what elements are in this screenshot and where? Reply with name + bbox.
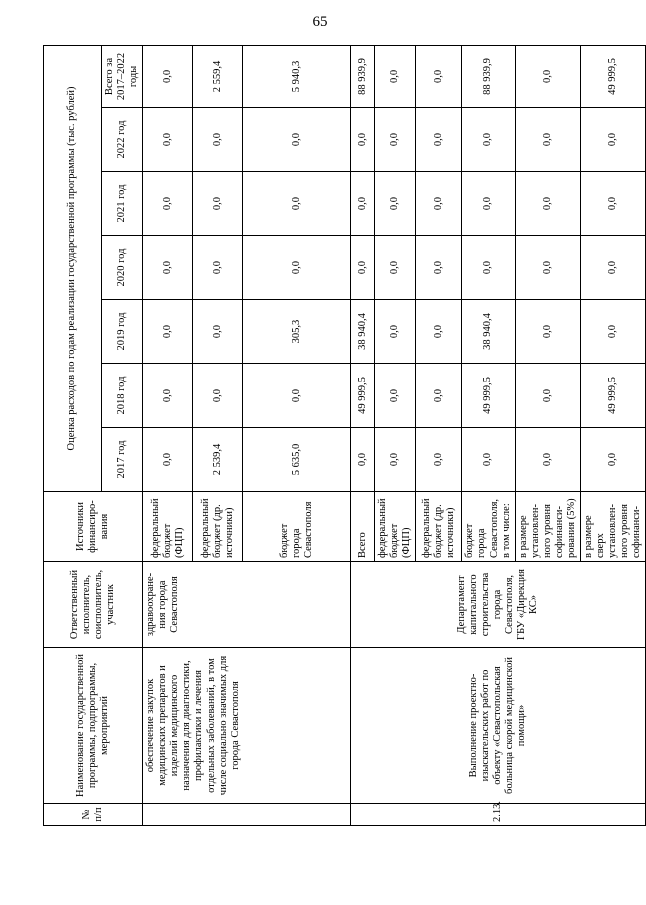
activity-name: Выполнение проектно-изыскательских работ по объекту «Севастопольская больница скорой медицинской помощи» — [351, 648, 646, 804]
source: федеральный бюджет (ФЦП) — [143, 492, 193, 562]
value-cell: 0,0 — [243, 172, 351, 236]
value-cell: 0,0 — [243, 236, 351, 300]
value-cell-total: 5 940,3 — [243, 45, 351, 107]
value-cell: 0,0 — [515, 364, 580, 428]
value-cell: 2 539,4 — [193, 428, 243, 492]
activity-name: обеспечение закупок медицинских препаратов и изделий медицинского назначения для диагностики, профилактики и лечения отдельных заболеваний, в том числе социально значимых для города Севастополя — [143, 648, 351, 804]
source: в размере установлен-ного уровня софинанси-рования (5%) — [515, 492, 580, 562]
value-cell-total: 0,0 — [143, 45, 193, 107]
value-cell: 0,0 — [243, 108, 351, 172]
value-cell: 0,0 — [351, 428, 375, 492]
header-resp: Ответственный исполнитель, соисполнитель, участник — [44, 562, 143, 648]
responsible: Департамент капитального строительства города Севастополя, ГБУ «Дирекция КС» — [351, 562, 646, 648]
value-cell: 49 999,5 — [351, 364, 375, 428]
value-cell: 49 999,5 — [580, 364, 645, 428]
header-num: № п/п — [44, 804, 143, 826]
source: Всего — [351, 492, 375, 562]
value-cell: 0,0 — [351, 236, 375, 300]
value-cell: 0,0 — [462, 108, 515, 172]
value-cell: 0,0 — [416, 236, 462, 300]
value-cell: 0,0 — [243, 364, 351, 428]
value-cell: 0,0 — [375, 236, 416, 300]
value-cell-total: 2 559,4 — [193, 45, 243, 107]
source: федеральный бюджет (др. источники) — [193, 492, 243, 562]
source: в размере сверх установлен-ного уровня софинанси- — [580, 492, 645, 562]
value-cell-total: 0,0 — [515, 45, 580, 107]
source: федеральный бюджет (др. источники) — [416, 492, 462, 562]
value-cell-total: 88 939,9 — [351, 45, 375, 107]
value-cell-total: 49 999,5 — [580, 45, 645, 107]
value-cell: 0,0 — [580, 108, 645, 172]
value-cell: 0,0 — [416, 108, 462, 172]
value-cell: 0,0 — [416, 172, 462, 236]
value-cell: 0,0 — [515, 172, 580, 236]
value-cell: 0,0 — [515, 108, 580, 172]
header-year: 2019 год — [102, 300, 143, 364]
value-cell: 0,0 — [462, 428, 515, 492]
value-cell: 0,0 — [515, 428, 580, 492]
value-cell: 0,0 — [193, 300, 243, 364]
header-estimate: Оценка расходов по годам реализации государственной программы (тыс. рублей) — [44, 45, 102, 491]
value-cell: 0,0 — [515, 236, 580, 300]
value-cell-total: 88 939,9 — [462, 45, 515, 107]
value-cell: 0,0 — [462, 172, 515, 236]
rotated-table-wrapper — [43, 46, 643, 826]
value-cell: 0,0 — [143, 236, 193, 300]
value-cell: 0,0 — [143, 364, 193, 428]
value-cell: 0,0 — [375, 172, 416, 236]
source: бюджет города Севастополя — [243, 492, 351, 562]
header-year: 2022 год — [102, 108, 143, 172]
row-num-cell — [143, 804, 351, 826]
page-number: 65 — [312, 14, 328, 30]
value-cell: 0,0 — [580, 300, 645, 364]
value-cell: 0,0 — [193, 236, 243, 300]
budget-table — [43, 45, 646, 826]
value-cell: 0,0 — [416, 428, 462, 492]
value-cell: 38 940,4 — [462, 300, 515, 364]
value-cell-total: 0,0 — [416, 45, 462, 107]
value-cell: 0,0 — [143, 300, 193, 364]
value-cell: 0,0 — [416, 364, 462, 428]
source: бюджет города Севастополя, в том числе: — [462, 492, 515, 562]
header-year: 2020 год — [102, 236, 143, 300]
source: федеральный бюджет (ФЦП) — [375, 492, 416, 562]
table-row — [351, 45, 375, 825]
value-cell: 0,0 — [375, 300, 416, 364]
value-cell: 0,0 — [143, 428, 193, 492]
value-cell: 0,0 — [193, 364, 243, 428]
value-cell: 0,0 — [351, 172, 375, 236]
value-cell: 0,0 — [143, 108, 193, 172]
value-cell: 0,0 — [462, 236, 515, 300]
value-cell: 0,0 — [193, 172, 243, 236]
table-row — [143, 45, 193, 825]
header-year: 2021 год — [102, 172, 143, 236]
value-cell: 0,0 — [143, 172, 193, 236]
value-cell: 0,0 — [375, 364, 416, 428]
header-src: Источники финансиро-вания — [44, 492, 143, 562]
responsible: здравоохране-ния города Севастополя — [143, 562, 351, 648]
value-cell: 0,0 — [515, 300, 580, 364]
header-year-total: Всего за 2017–2022 годы — [102, 45, 143, 107]
header-name: Наименование государственной программы, подпрограммы, мероприятий — [44, 648, 143, 804]
value-cell-total: 0,0 — [375, 45, 416, 107]
row-num: 2.13. — [351, 804, 646, 826]
header-year: 2017 год — [102, 428, 143, 492]
value-cell: 0,0 — [580, 172, 645, 236]
value-cell: 49 999,5 — [462, 364, 515, 428]
value-cell: 38 940,4 — [351, 300, 375, 364]
value-cell: 0,0 — [580, 428, 645, 492]
value-cell: 0,0 — [580, 236, 645, 300]
value-cell: 305,3 — [243, 300, 351, 364]
value-cell: 0,0 — [193, 108, 243, 172]
header-year: 2018 год — [102, 364, 143, 428]
value-cell: 0,0 — [351, 108, 375, 172]
value-cell: 0,0 — [375, 108, 416, 172]
value-cell: 0,0 — [416, 300, 462, 364]
value-cell: 5 635,0 — [243, 428, 351, 492]
value-cell: 0,0 — [375, 428, 416, 492]
